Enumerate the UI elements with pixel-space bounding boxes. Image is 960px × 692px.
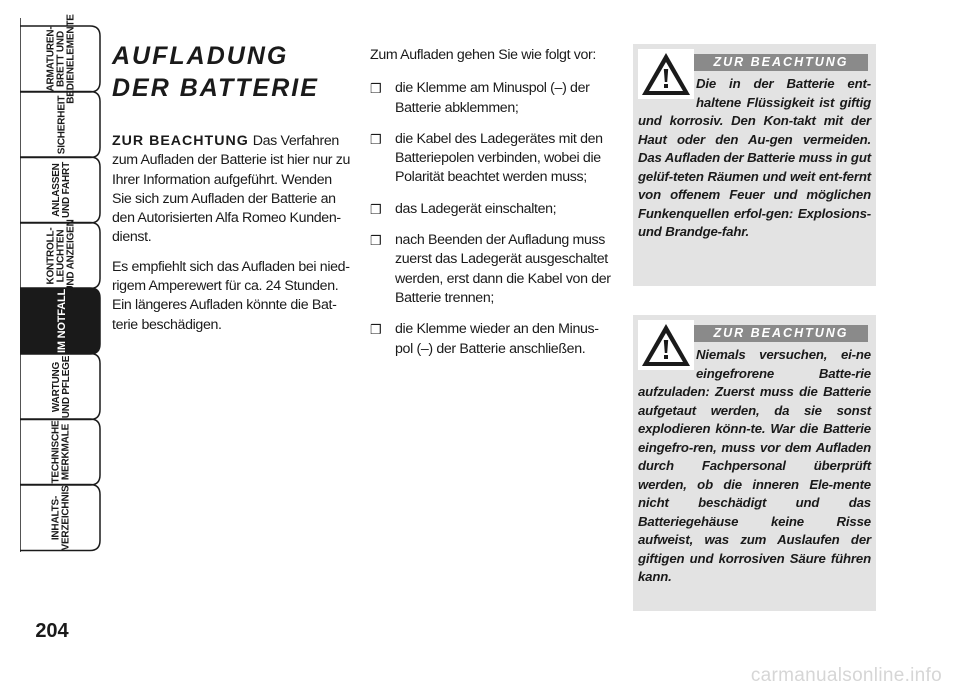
list-item <box>370 200 616 219</box>
list-item <box>370 79 616 118</box>
warning-box-frozen-battery <box>633 315 876 611</box>
tab-label: SICHERHEIT <box>56 95 67 154</box>
tab-label: IM NOTFALL <box>56 289 68 353</box>
note-text: Das Verfahren zum Aufladen der Batterie ist hier nur zu Ihrer Information aufgeführt. Wenden Sie sich zum Aufladen der Batterie an den Autorisierten Alfa Romeo Kunden-dienst. <box>112 133 351 246</box>
tab-armaturenbrett[interactable] <box>20 14 104 104</box>
step-text: die Klemme wieder an den Minus-pol (–) der Batterie anschließen. <box>395 321 599 357</box>
step-text: die Klemme am Minuspol (–) der Batterie abklemmen; <box>395 80 590 116</box>
tab-wartung-und-pflege[interactable] <box>20 354 104 420</box>
tab-label: WARTUNG UND PFLEGE <box>50 355 72 418</box>
step-text: das Ladegerät einschalten; <box>395 200 557 217</box>
procedure-intro: Zum Aufladen gehen Sie wie folgt vor: <box>370 47 597 63</box>
procedure <box>370 46 616 371</box>
note-paragraph <box>112 132 352 248</box>
list-item <box>370 231 616 308</box>
page-title: AUFLADUNG DER BATTERIE <box>112 42 319 102</box>
tab-label: TECHNISCHE MERKMALE <box>50 420 72 484</box>
checkbox-bullet-icon: ❒ <box>370 233 382 249</box>
side-tab-nav <box>20 14 104 618</box>
warning-header: ZUR BEACHTUNG <box>694 54 868 71</box>
list-item <box>370 130 616 188</box>
tab-label: KONTROLL- LEUCHTEN UND ANZEIGEN <box>46 218 77 293</box>
warning-text: Die in der Batterie ent-haltene Flüssigkeit ist giftig und korrosiv. Den Kon-takt mit der Haut oder den Au-gen vermeiden. Das Aufladen der Batterie muss in gut gelüf-teten Räumen und weit ent-fernt von offenem Feuer und möglichen Funkenquellen erfol-gen: Explosions- und Brandge-fahr. <box>638 76 871 239</box>
note-label: ZUR BEACHTUNG <box>112 133 249 149</box>
checkbox-bullet-icon: ❒ <box>370 131 382 147</box>
warning-box-toxic-fluid <box>633 44 876 286</box>
tab-sicherheit[interactable] <box>20 92 104 158</box>
tab-inhaltsverzeichnis[interactable] <box>20 485 104 551</box>
step-text: nach Beenden der Aufladung muss zuerst das Ladegerät ausgeschaltet werden, erst dann die Kabel von der Batterie trennen; <box>395 232 611 306</box>
step-text: die Kabel des Ladegerätes mit den Batteriepolen verbinden, wobei die Polarität beachtet werden muss; <box>395 130 603 186</box>
section-intro <box>112 40 352 345</box>
recommendation-paragraph: Es empfiehlt sich das Aufladen bei nied-rigem Amperewert für ca. 24 Stunden. Ein längeres Aufladen könnte die Bat-terie beschädigen. <box>112 258 350 333</box>
tab-label: INHALTS- VERZEICHNIS <box>50 484 72 551</box>
list-item <box>370 320 616 359</box>
tab-anlassen-und-fahrt[interactable] <box>20 157 104 223</box>
procedure-steps <box>370 79 616 359</box>
checkbox-bullet-icon: ❒ <box>370 201 382 217</box>
warning-header: ZUR BEACHTUNG <box>694 325 868 342</box>
watermark: carmanualsonline.info <box>750 665 942 686</box>
page-number: 204 <box>35 620 69 642</box>
tab-label: ARMATUREN- BRETT UND BEDIENELEMENTE <box>46 14 77 104</box>
tab-im-notfall[interactable] <box>20 288 104 354</box>
tab-technische-merkmale[interactable] <box>20 419 104 485</box>
tab-label: ANLASSEN UND FAHRT <box>50 162 72 218</box>
warning-text: Niemals versuchen, ei-ne eingefrorene Batte-rie aufzuladen: Zuerst muss die Batterie aufgetaut werden, da sie sonst explodieren könn-te. War die Batterie eingefro-ren, muss vor dem Aufladen durch Fachpersonal überprüft werden, ob die inneren Ele-mente nicht beschädigt und das Batteriegehäuse keine Risse aufweist, was zum Auslaufen der giftigen und korrosiven Säure führen kann. <box>638 347 871 584</box>
checkbox-bullet-icon: ❒ <box>370 322 382 338</box>
tab-kontrollleuchten[interactable] <box>20 218 104 293</box>
checkbox-bullet-icon: ❒ <box>370 81 382 97</box>
